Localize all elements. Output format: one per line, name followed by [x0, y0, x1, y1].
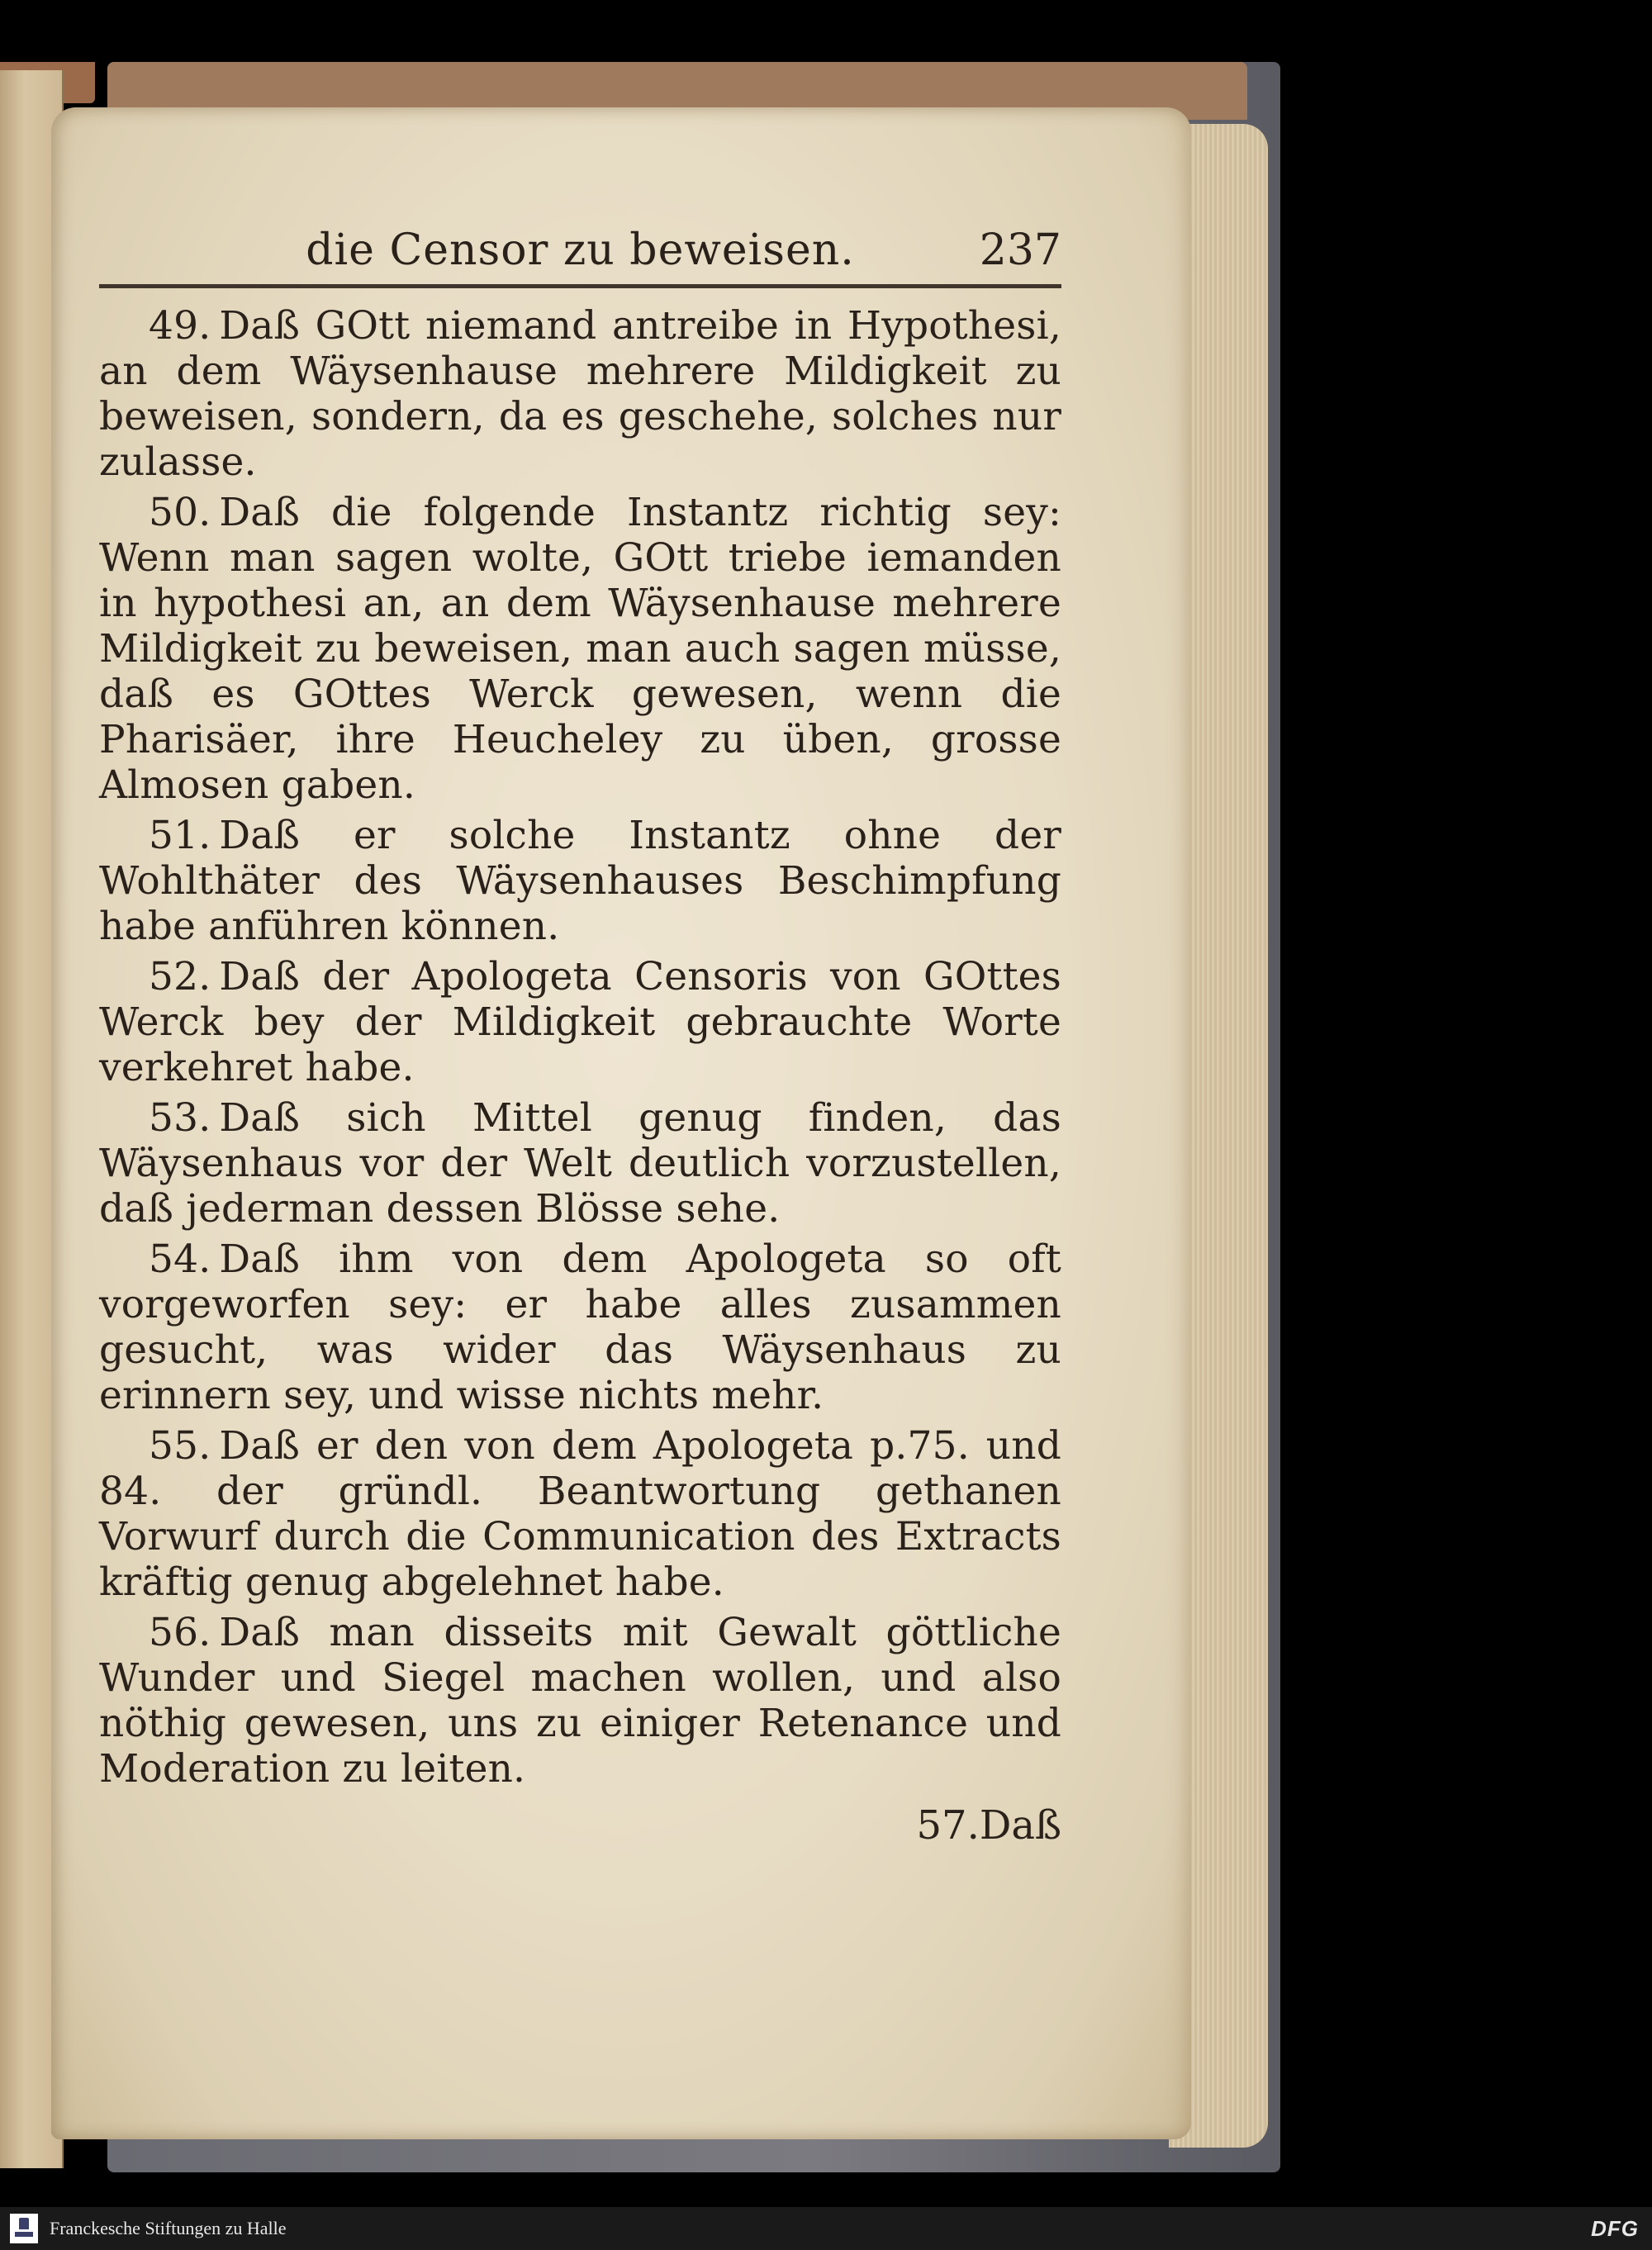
catchword: 57.Daß — [916, 1802, 1061, 1849]
dfg-logo: DFG — [1591, 2216, 1639, 2241]
paragraph-56 — [99, 1610, 1061, 1792]
attribution-bar — [0, 2207, 1652, 2250]
paragraph-51 — [99, 813, 1061, 949]
running-title: die Censor zu beweisen. — [306, 225, 855, 275]
paragraph-55 — [99, 1423, 1061, 1605]
paragraph-text: Daß man disseits mit Gewalt göttliche Wunder und Siegel machen wollen, und also nöthig gewesen, uns zu einiger Retenance und Moderation zu leiten. — [99, 1610, 1061, 1792]
paragraph-text: Daß ihm von dem Apologeta so oft vorgeworfen sey: er habe alles zusammen gesucht, was wider das Wäysenhaus zu erinnern sey, und wisse nichts mehr. — [99, 1237, 1061, 1418]
paragraph-49 — [99, 303, 1061, 485]
paragraph-number: 55. — [149, 1423, 211, 1469]
paragraph-number: 51. — [149, 813, 211, 858]
paragraph-52 — [99, 954, 1061, 1090]
paragraph-number: 50. — [149, 490, 211, 535]
institution-name: Franckesche Stiftungen zu Halle — [50, 2218, 287, 2238]
francke-foundation-logo-icon — [10, 2214, 38, 2243]
paragraph-number: 56. — [149, 1610, 211, 1655]
paragraph-54 — [99, 1237, 1061, 1418]
running-head — [99, 223, 1061, 278]
paragraph-number: 54. — [149, 1237, 211, 1282]
paragraph-53 — [99, 1095, 1061, 1232]
page-text-block — [99, 223, 1061, 1849]
paragraph-number: 52. — [149, 954, 211, 999]
paragraph-text: Daß GOtt niemand antreibe in Hypothesi, an dem Wäysenhause mehrere Mildigkeit zu beweisen, sondern, da es geschehe, solches nur zulasse. — [99, 303, 1061, 485]
paragraph-text: Daß der Apologeta Censoris von GOttes Werck bey der Mildigkeit gebrauchte Worte verkehret habe. — [99, 954, 1061, 1090]
page-number: 237 — [979, 225, 1061, 275]
head-rule — [99, 284, 1061, 288]
paragraph-number: 53. — [149, 1095, 211, 1141]
paragraph-text: Daß die folgende Instantz richtig sey: Wenn man sagen wolte, GOtt triebe iemanden in hypothesi an, an dem Wäysenhause mehrere Mildigkeit zu beweisen, man auch sagen müsse, daß es GOttes Werck gewesen, wenn die Pharisäer, ihre Heucheley zu üben, grosse Almosen gaben. — [99, 490, 1061, 808]
paragraph-number: 49. — [149, 303, 211, 349]
paragraph-text: Daß er solche Instantz ohne der Wohlthäter des Wäysenhauses Beschimpfung habe anführen können. — [99, 813, 1061, 949]
paragraph-text: Daß er den von dem Apologeta p.75. und 84. der gründl. Beantwortung gethanen Vorwurf durch die Communication des Extracts kräftig genug abgelehnet habe. — [99, 1423, 1061, 1605]
paragraph-text: Daß sich Mittel genug finden, das Wäysenhaus vor der Welt deutlich vorzustellen, daß jederman dessen Blösse sehe. — [99, 1095, 1061, 1232]
paragraph-50 — [99, 490, 1061, 808]
